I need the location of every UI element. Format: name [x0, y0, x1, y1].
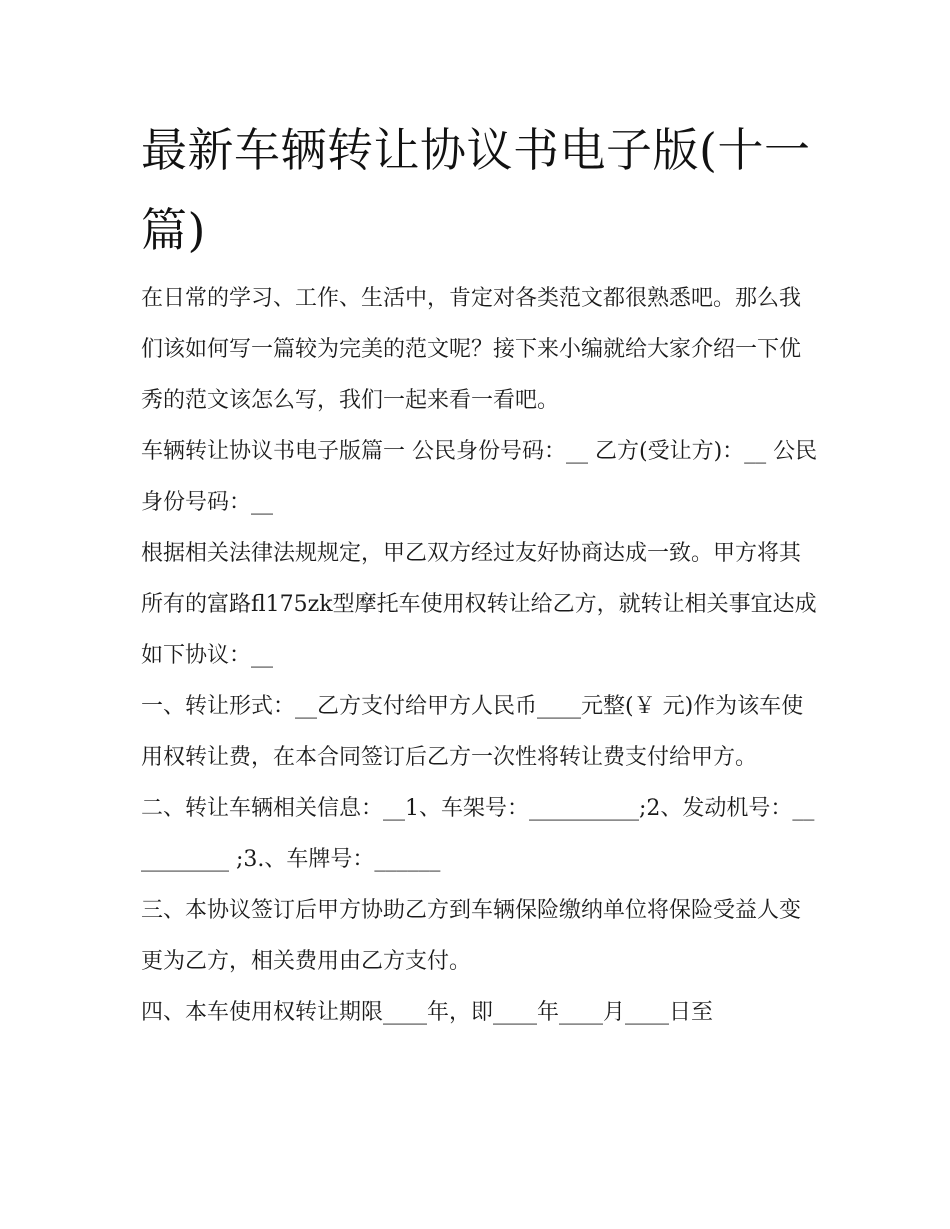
document-body: [141, 273, 819, 1038]
paragraph-clause-3: 三、本协议签订后甲方协助乙方到车辆保险缴纳单位将保险受益人变更为乙方，相关费用由乙方支付。: [141, 898, 802, 974]
paragraph-intro: 在日常的学习、工作、生活中，肯定对各类范文都很熟悉吧。那么我们该如何写一篇较为完美的范文呢？接下来小编就给大家介绍一下优秀的范文该怎么写，我们一起来看一看吧。: [141, 286, 802, 413]
paragraph-clause-4: 四、本车使用权转让期限____年，即____年____月____日至: [141, 1000, 714, 1025]
paragraph-basis: 根据相关法律法规规定，甲乙双方经过友好协商达成一致。甲方将其所有的富路fl175zk型摩托车使用权转让给乙方，就转让相关事宜达成如下协议：__: [141, 541, 817, 668]
paragraph-parties: 车辆转让协议书电子版篇一 公民身份号码：__ 乙方(受让方)：__ 公民身份号码：__: [141, 439, 818, 515]
paragraph-clause-1: 一、转让形式：__乙方支付给甲方人民币____元整(￥ 元)作为该车使用权转让费，在本合同签订后乙方一次性将转让费支付给甲方。: [141, 694, 804, 770]
document-title: 最新车辆转让协议书电子版(十一篇): [141, 123, 811, 257]
paragraph-clause-2: 二、转让车辆相关信息：__1、车架号：__________;2、发动机号：__________ ;3.、车牌号：______: [141, 796, 815, 872]
